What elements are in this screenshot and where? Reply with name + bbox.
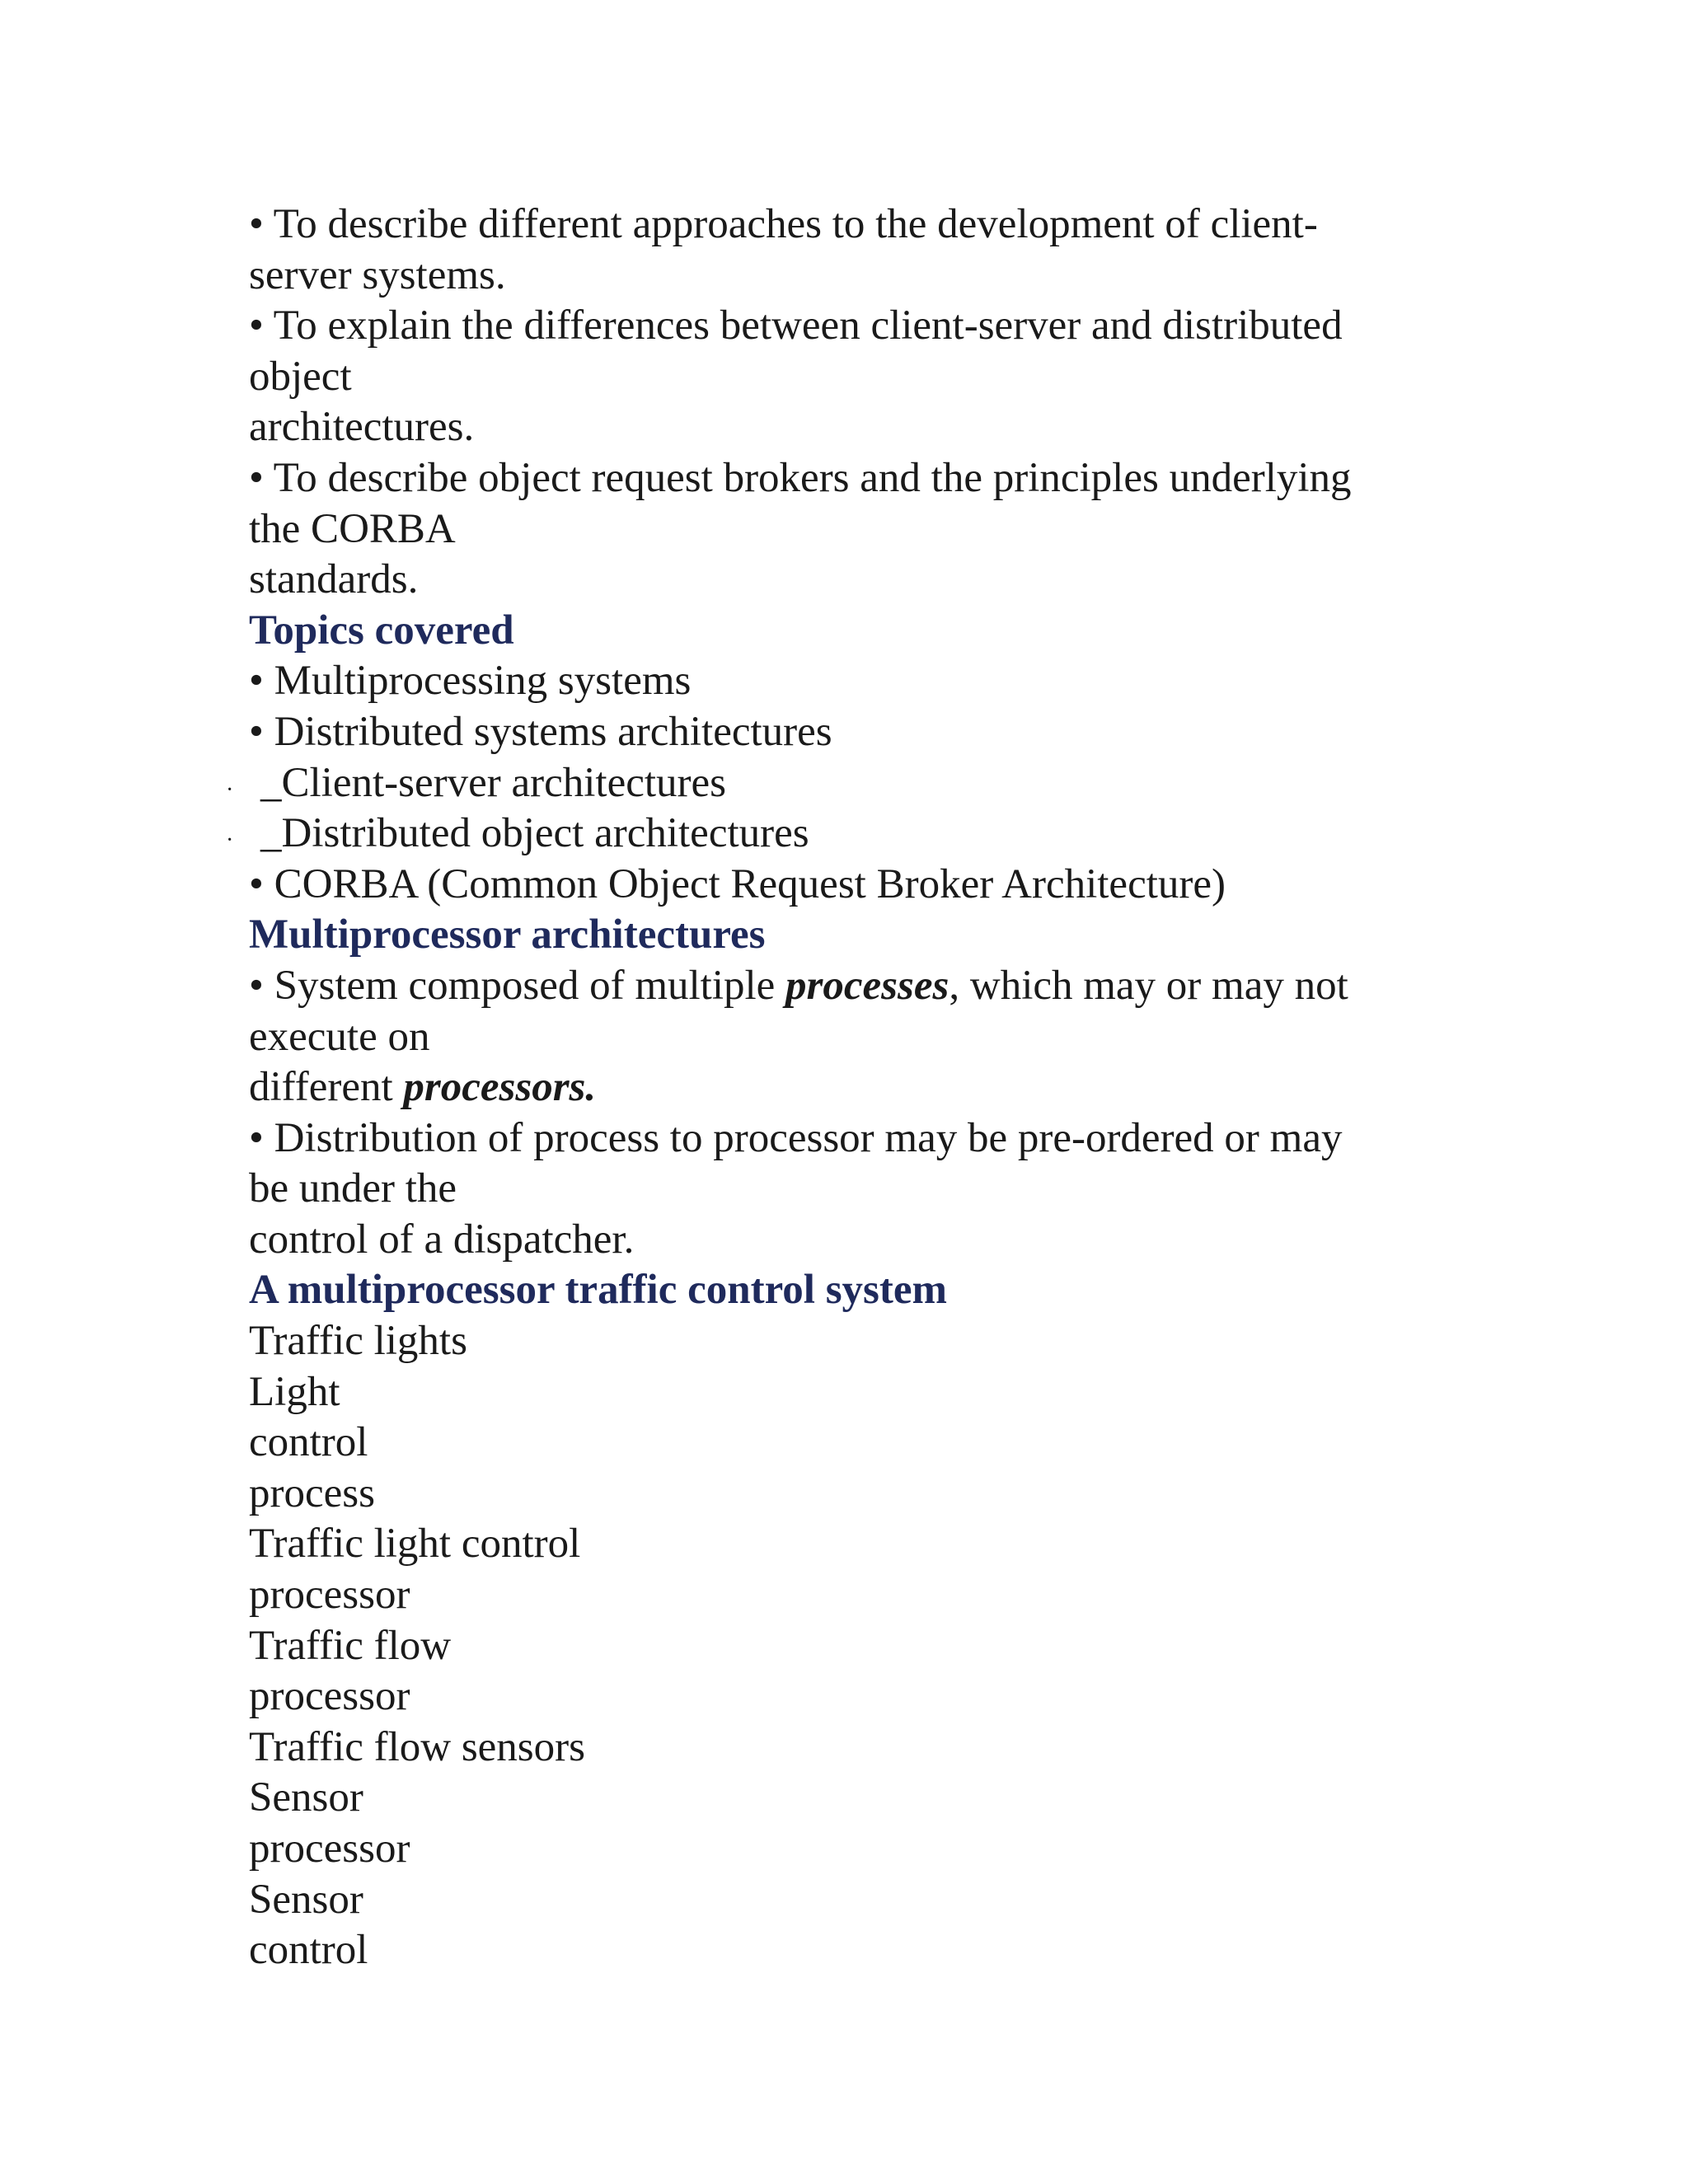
traffic-line: process (249, 1469, 375, 1516)
traffic-line: Traffic light control (249, 1521, 581, 1568)
traffic-heading: A multiprocessor traffic control system (249, 1267, 948, 1314)
objective-item-1-line-2: server systems. (249, 251, 506, 298)
p1-emphasis: processes (785, 962, 950, 1009)
objective-item-2-line-3: architectures. (249, 404, 475, 451)
objective-item-3-line-1: • To describe object request brokers and the principles underlying (249, 454, 1352, 501)
traffic-line: Light (249, 1368, 340, 1415)
topics-heading: Topics covered (249, 607, 514, 654)
topic-subitem-1-text: _Client-server architectures (260, 759, 726, 806)
multiprocessor-heading: Multiprocessor architectures (249, 912, 766, 958)
multiprocessor-paragraph-1-line-3 (249, 1062, 1452, 1113)
topic-subitem-1 (226, 758, 1452, 809)
objective-item-3-line-3: standards. (249, 556, 419, 603)
multiprocessor-paragraph-2-line-3: control of a dispatcher. (249, 1216, 635, 1263)
traffic-line: Traffic flow (249, 1622, 452, 1669)
sub-bullet-marker: · (226, 776, 234, 803)
objective-item-2-line-2: object (249, 353, 352, 400)
traffic-line: control (249, 1419, 368, 1466)
objective-item-3-line-2: the CORBA (249, 505, 456, 552)
topic-subitem-2-text: _Distributed object architectures (260, 810, 809, 857)
topic-subitem-2 (226, 808, 1452, 860)
p1-line3-emphasis: processors. (403, 1064, 597, 1111)
objective-item-2-line-1: • To explain the differences between client-server and distributed (249, 302, 1343, 349)
traffic-line: Traffic flow sensors (249, 1723, 585, 1770)
topic-item-2: • Distributed systems architectures (249, 708, 832, 755)
traffic-line: Sensor (249, 1774, 363, 1821)
p1-pre-text: • System composed of multiple (249, 962, 786, 1009)
topic-item-1: • Multiprocessing systems (249, 658, 692, 705)
sub-bullet-marker: · (226, 827, 234, 854)
topic-item-3: • CORBA (Common Object Request Broker Architecture) (249, 860, 1226, 907)
multiprocessor-paragraph-2-line-2: be under the (249, 1165, 457, 1212)
traffic-line: Traffic lights (249, 1318, 467, 1365)
traffic-line: control (249, 1927, 368, 1974)
multiprocessor-paragraph-1-line-2: execute on (249, 1013, 430, 1060)
page-content (226, 199, 1452, 1976)
traffic-line: processor (249, 1572, 410, 1619)
p1-line3-pre-text: different (249, 1064, 404, 1111)
traffic-line: processor (249, 1673, 410, 1720)
p1-post-text: , which may or may not (949, 962, 1348, 1009)
traffic-line: processor (249, 1825, 410, 1872)
objective-item-1-line-1: • To describe different approaches to the development of client- (249, 201, 1318, 247)
multiprocessor-paragraph-2-line-1: • Distribution of process to processor may be pre-ordered or may (249, 1114, 1343, 1161)
traffic-line: Sensor (249, 1876, 363, 1923)
multiprocessor-paragraph-1-line-1 (249, 961, 1452, 1012)
